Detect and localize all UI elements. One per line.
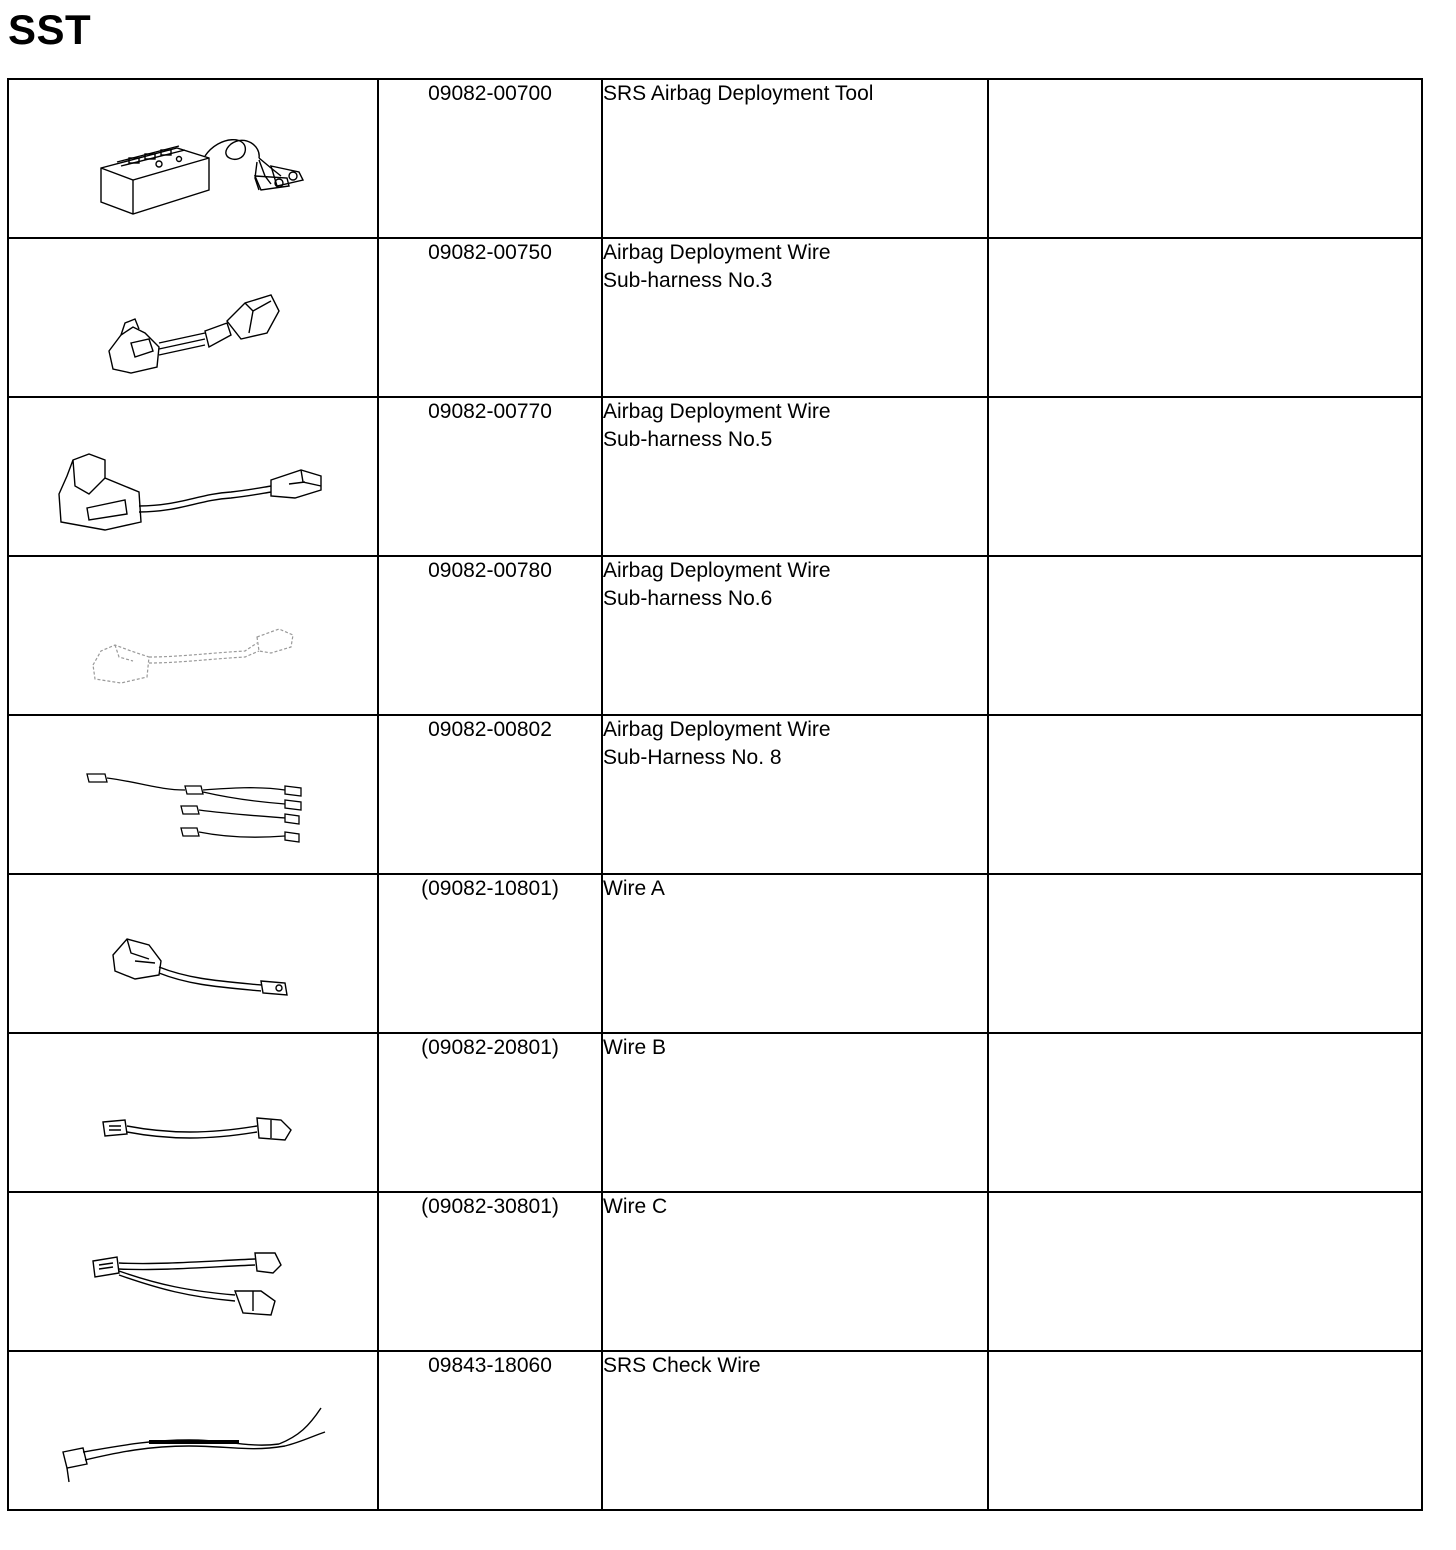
- illustration-cell: [8, 1351, 378, 1510]
- table-row: [8, 79, 1422, 238]
- part-number: 09082-00780: [378, 556, 602, 715]
- sub-harness-6-icon: [9, 557, 377, 714]
- check-wire-icon: [9, 1352, 377, 1509]
- illustration-cell: [8, 874, 378, 1033]
- part-number: (09082-30801): [378, 1192, 602, 1351]
- blank-cell: [988, 715, 1422, 874]
- blank-cell: [988, 1033, 1422, 1192]
- blank-cell: [988, 1192, 1422, 1351]
- page-title: SST: [8, 6, 92, 53]
- part-name: [602, 1192, 988, 1351]
- part-number: 09082-00750: [378, 238, 602, 397]
- part-name-line: Sub-Harness No. 8: [603, 746, 782, 769]
- blank-cell: [988, 1351, 1422, 1510]
- illustration-cell: [8, 79, 378, 238]
- part-name-line: Wire C: [603, 1195, 668, 1218]
- part-name: [602, 556, 988, 715]
- blank-cell: [988, 397, 1422, 556]
- part-name-line: Airbag Deployment Wire: [603, 559, 831, 582]
- part-number: 09082-00802: [378, 715, 602, 874]
- sub-harness-3-icon: [9, 239, 377, 396]
- part-name-line: Sub-harness No.5: [603, 428, 773, 451]
- part-name: [602, 1351, 988, 1510]
- blank-cell: [988, 238, 1422, 397]
- sub-harness-5-icon: [9, 398, 377, 555]
- blank-cell: [988, 874, 1422, 1033]
- part-name-line: Wire B: [603, 1036, 666, 1059]
- table-row: [8, 1351, 1422, 1510]
- part-name: [602, 874, 988, 1033]
- table-row: [8, 1192, 1422, 1351]
- table-row: [8, 556, 1422, 715]
- part-name-line: Airbag Deployment Wire: [603, 241, 831, 264]
- part-name: [602, 79, 988, 238]
- blank-cell: [988, 556, 1422, 715]
- sub-harness-8-icon: [9, 716, 377, 873]
- part-name-line: Airbag Deployment Wire: [603, 718, 831, 741]
- deployment-tool-icon: [9, 80, 377, 237]
- illustration-cell: [8, 715, 378, 874]
- part-name-line: Sub-harness No.6: [603, 587, 773, 610]
- illustration-cell: [8, 397, 378, 556]
- table-row: [8, 715, 1422, 874]
- part-number: 09082-00770: [378, 397, 602, 556]
- sst-table: [7, 78, 1423, 1511]
- part-name-line: Wire A: [603, 877, 665, 900]
- table-row: [8, 397, 1422, 556]
- part-name-line: SRS Airbag Deployment Tool: [603, 82, 874, 105]
- part-number: (09082-20801): [378, 1033, 602, 1192]
- illustration-cell: [8, 238, 378, 397]
- table-row: [8, 238, 1422, 397]
- part-name-line: Airbag Deployment Wire: [603, 400, 831, 423]
- illustration-cell: [8, 1033, 378, 1192]
- part-name: [602, 397, 988, 556]
- table-row: [8, 1033, 1422, 1192]
- part-name-line: SRS Check Wire: [603, 1354, 761, 1377]
- illustration-cell: [8, 556, 378, 715]
- illustration-cell: [8, 1192, 378, 1351]
- part-name: [602, 1033, 988, 1192]
- part-name: [602, 715, 988, 874]
- blank-cell: [988, 79, 1422, 238]
- part-name: [602, 238, 988, 397]
- wire-b-icon: [9, 1034, 377, 1191]
- wire-a-icon: [9, 875, 377, 1032]
- wire-c-icon: [9, 1193, 377, 1350]
- table-row: [8, 874, 1422, 1033]
- part-number: 09082-00700: [378, 79, 602, 238]
- part-number: 09843-18060: [378, 1351, 602, 1510]
- part-number: (09082-10801): [378, 874, 602, 1033]
- part-name-line: Sub-harness No.3: [603, 269, 773, 292]
